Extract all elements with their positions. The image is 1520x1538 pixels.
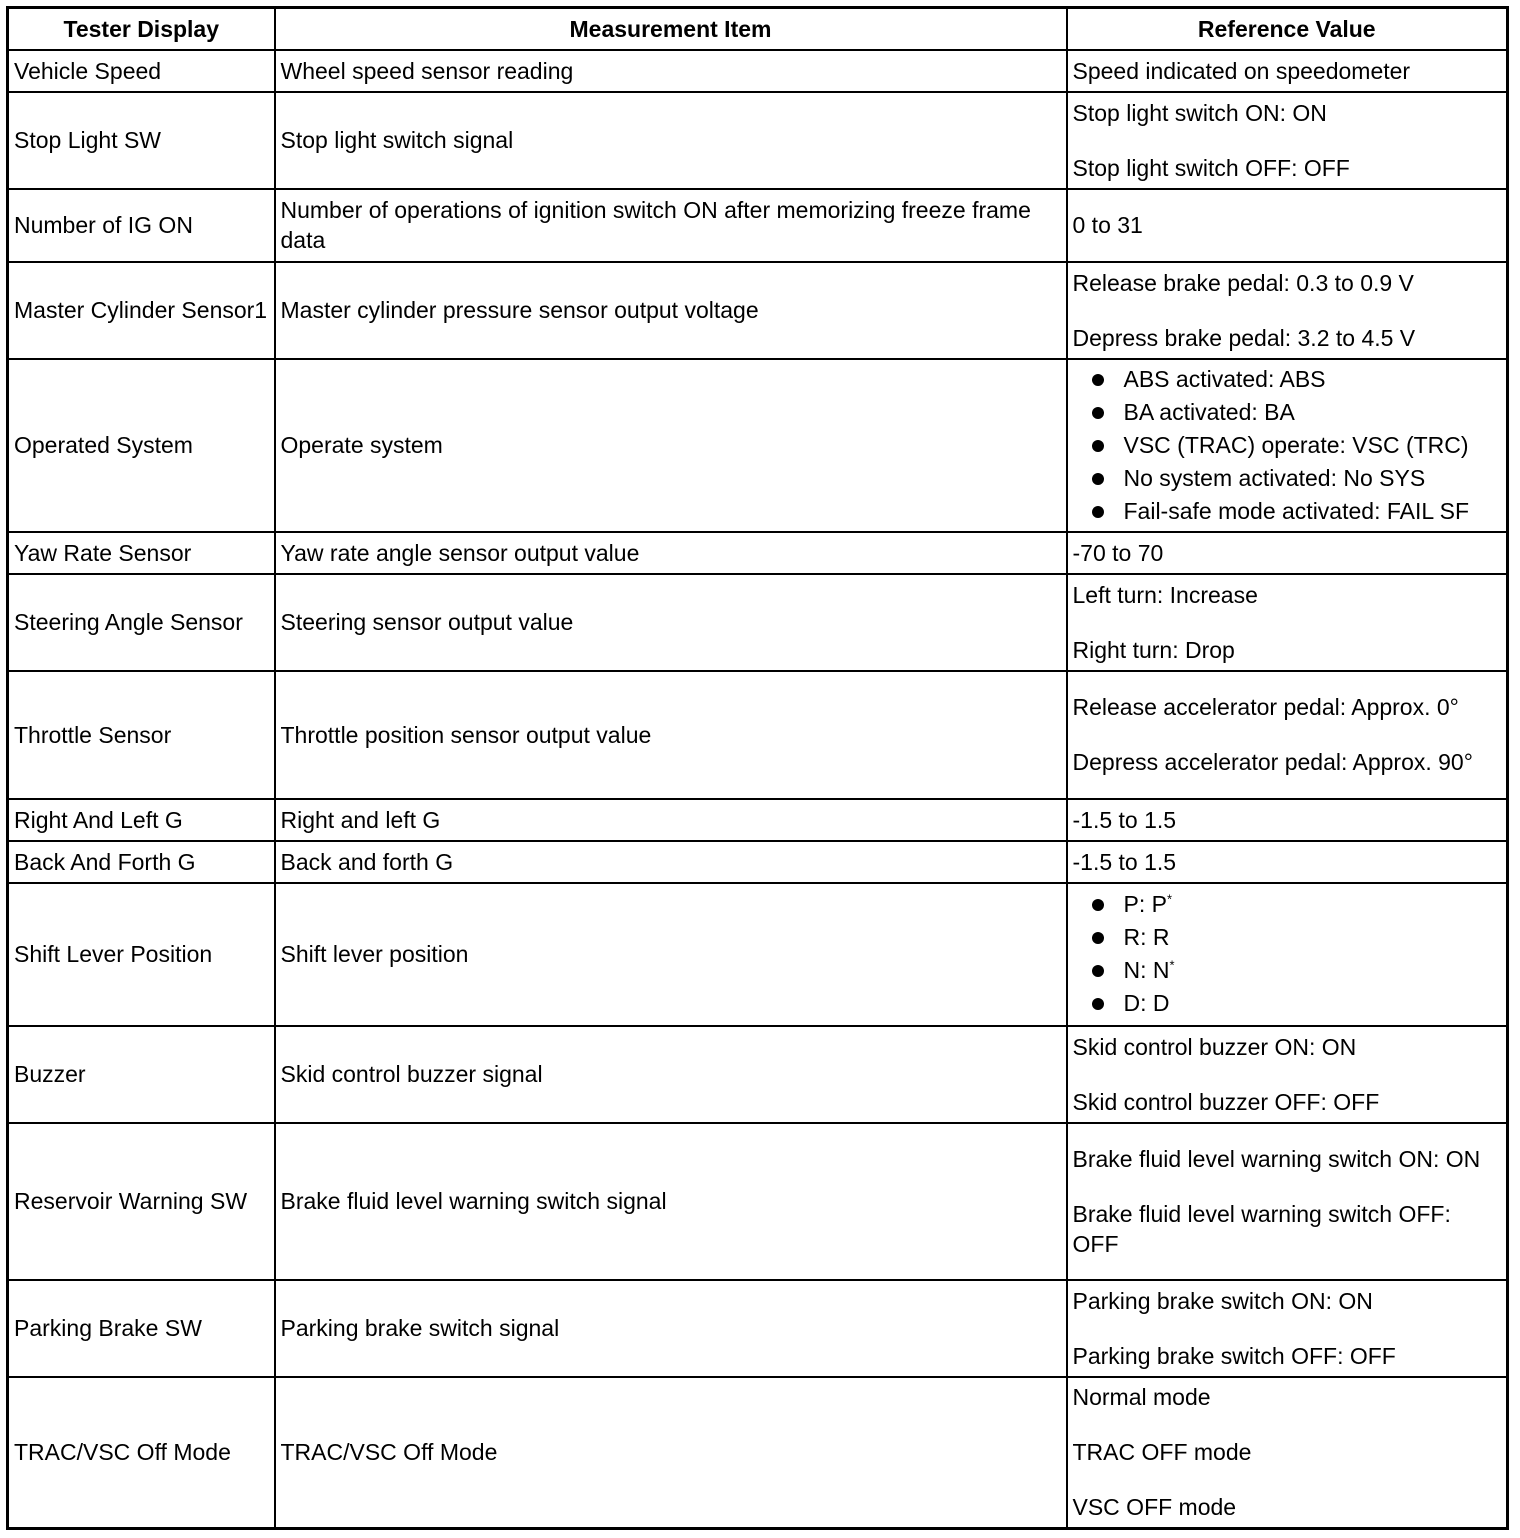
reference-line: Speed indicated on speedometer: [1072, 57, 1411, 84]
table-row: [8, 883, 1508, 1026]
measurement-item-cell: Wheel speed sensor reading: [275, 50, 1067, 92]
tester-display-cell: Operated System: [8, 359, 275, 532]
reference-line: Release brake pedal: 0.3 to 0.9 V: [1072, 269, 1414, 296]
table-row: [8, 1280, 1508, 1377]
reference-line: Depress brake pedal: 3.2 to 4.5 V: [1072, 324, 1416, 351]
table-row: [8, 1026, 1508, 1123]
tester-display-cell: Yaw Rate Sensor: [8, 532, 275, 574]
reference-line: Parking brake switch ON: ON: [1072, 1287, 1373, 1314]
footnote-mark: *: [1169, 957, 1175, 973]
reference-line: Normal mode: [1072, 1384, 1211, 1411]
reference-value-cell: [1067, 92, 1508, 189]
tester-display-cell: Throttle Sensor: [8, 671, 275, 799]
reference-line: Brake fluid level warning switch OFF: OFF: [1072, 1200, 1451, 1257]
reference-value-cell: [1067, 532, 1508, 574]
reference-line: TRAC OFF mode: [1072, 1439, 1252, 1466]
tester-display-cell: Buzzer: [8, 1026, 275, 1123]
reference-line: Parking brake switch OFF: OFF: [1072, 1342, 1396, 1369]
reference-line: Skid control buzzer ON: ON: [1072, 1033, 1357, 1060]
measurement-item-cell: Back and forth G: [275, 841, 1067, 883]
table-row: [8, 1123, 1508, 1280]
reference-line: -1.5 to 1.5: [1072, 848, 1177, 875]
bullet-item: ABS activated: ABS: [1073, 363, 1502, 396]
reference-line: VSC OFF mode: [1072, 1494, 1237, 1521]
table-row: [8, 50, 1508, 92]
reference-value-cell: [1067, 1377, 1508, 1529]
bullet-item: VSC (TRAC) operate: VSC (TRC): [1073, 429, 1502, 462]
header-tester-display: Tester Display: [8, 8, 275, 50]
reference-line: 0 to 31: [1072, 212, 1143, 238]
reference-value-cell: [1067, 574, 1508, 671]
reference-value-cell: [1067, 262, 1508, 359]
reference-value-cell: [1067, 50, 1508, 92]
reference-value-cell: [1067, 359, 1508, 532]
measurement-item-cell: Brake fluid level warning switch signal: [275, 1123, 1067, 1280]
reference-value-cell: [1067, 799, 1508, 841]
bullet-text: N: N: [1123, 957, 1170, 983]
header-measurement-item: Measurement Item: [275, 8, 1067, 50]
bullet-item: [1073, 888, 1502, 921]
reference-bullet-list: [1073, 888, 1502, 1020]
table-row: [8, 841, 1508, 883]
tester-display-cell: Reservoir Warning SW: [8, 1123, 275, 1280]
reference-line: Right turn: Drop: [1072, 636, 1235, 663]
tester-display-cell: Stop Light SW: [8, 92, 275, 189]
bullet-item: R: R: [1073, 921, 1502, 954]
reference-line: Stop light switch OFF: OFF: [1072, 154, 1350, 181]
table-row: [8, 92, 1508, 189]
bullet-item: [1073, 954, 1502, 987]
table-row: [8, 532, 1508, 574]
tester-display-cell: Parking Brake SW: [8, 1280, 275, 1377]
tester-display-cell: TRAC/VSC Off Mode: [8, 1377, 275, 1529]
reference-value-cell: [1067, 1026, 1508, 1123]
header-row: [8, 8, 1508, 50]
reference-value-cell: [1067, 1280, 1508, 1377]
bullet-item: No system activated: No SYS: [1073, 462, 1502, 495]
reference-line: -1.5 to 1.5: [1072, 806, 1177, 833]
header-reference-value: Reference Value: [1067, 8, 1508, 50]
tester-display-cell: Number of IG ON: [8, 189, 275, 262]
measurement-item-cell: Shift lever position: [275, 883, 1067, 1026]
reference-line: Stop light switch ON: ON: [1072, 99, 1327, 126]
reference-value-cell: [1067, 841, 1508, 883]
table-row: [8, 189, 1508, 262]
table-row: [8, 359, 1508, 532]
reference-line: -70 to 70: [1072, 539, 1164, 566]
reference-line: Release accelerator pedal: Approx. 0°: [1072, 694, 1459, 720]
measurement-item-cell: Operate system: [275, 359, 1067, 532]
table-row: [8, 1377, 1508, 1529]
measurement-item-cell: Skid control buzzer signal: [275, 1026, 1067, 1123]
reference-value-cell: [1067, 189, 1508, 262]
measurement-item-cell: Throttle position sensor output value: [275, 671, 1067, 799]
reference-line: Skid control buzzer OFF: OFF: [1072, 1088, 1380, 1115]
bullet-item: Fail-safe mode activated: FAIL SF: [1073, 495, 1502, 528]
bullet-item: BA activated: BA: [1073, 396, 1502, 429]
measurement-item-cell: Steering sensor output value: [275, 574, 1067, 671]
reference-line: Brake fluid level warning switch ON: ON: [1072, 1145, 1481, 1172]
measurement-item-cell: Master cylinder pressure sensor output voltage: [275, 262, 1067, 359]
tester-display-cell: Master Cylinder Sensor1: [8, 262, 275, 359]
table-row: [8, 799, 1508, 841]
measurement-item-cell: TRAC/VSC Off Mode: [275, 1377, 1067, 1529]
reference-line: Left turn: Increase: [1072, 581, 1258, 608]
bullet-text: P: P: [1123, 891, 1167, 917]
tester-display-cell: Back And Forth G: [8, 841, 275, 883]
measurement-item-cell: Number of operations of ignition switch ON after memorizing freeze frame data: [275, 189, 1067, 262]
footnote-mark: *: [1166, 891, 1173, 907]
bullet-item: D: D: [1073, 987, 1502, 1020]
measurement-item-cell: Yaw rate angle sensor output value: [275, 532, 1067, 574]
measurement-item-cell: Parking brake switch signal: [275, 1280, 1067, 1377]
tester-display-cell: Vehicle Speed: [8, 50, 275, 92]
tester-display-cell: Right And Left G: [8, 799, 275, 841]
measurement-item-cell: Stop light switch signal: [275, 92, 1067, 189]
reference-value-cell: [1067, 1123, 1508, 1280]
table-row: [8, 262, 1508, 359]
table-row: [8, 574, 1508, 671]
reference-value-cell: [1067, 883, 1508, 1026]
reference-bullet-list: [1073, 363, 1502, 528]
reference-line: Depress accelerator pedal: Approx. 90°: [1072, 749, 1473, 775]
tester-display-cell: Shift Lever Position: [8, 883, 275, 1026]
tester-display-cell: Steering Angle Sensor: [8, 574, 275, 671]
data-list-table: [6, 6, 1509, 1530]
reference-value-cell: [1067, 671, 1508, 799]
measurement-item-cell: Right and left G: [275, 799, 1067, 841]
table-row: [8, 671, 1508, 799]
